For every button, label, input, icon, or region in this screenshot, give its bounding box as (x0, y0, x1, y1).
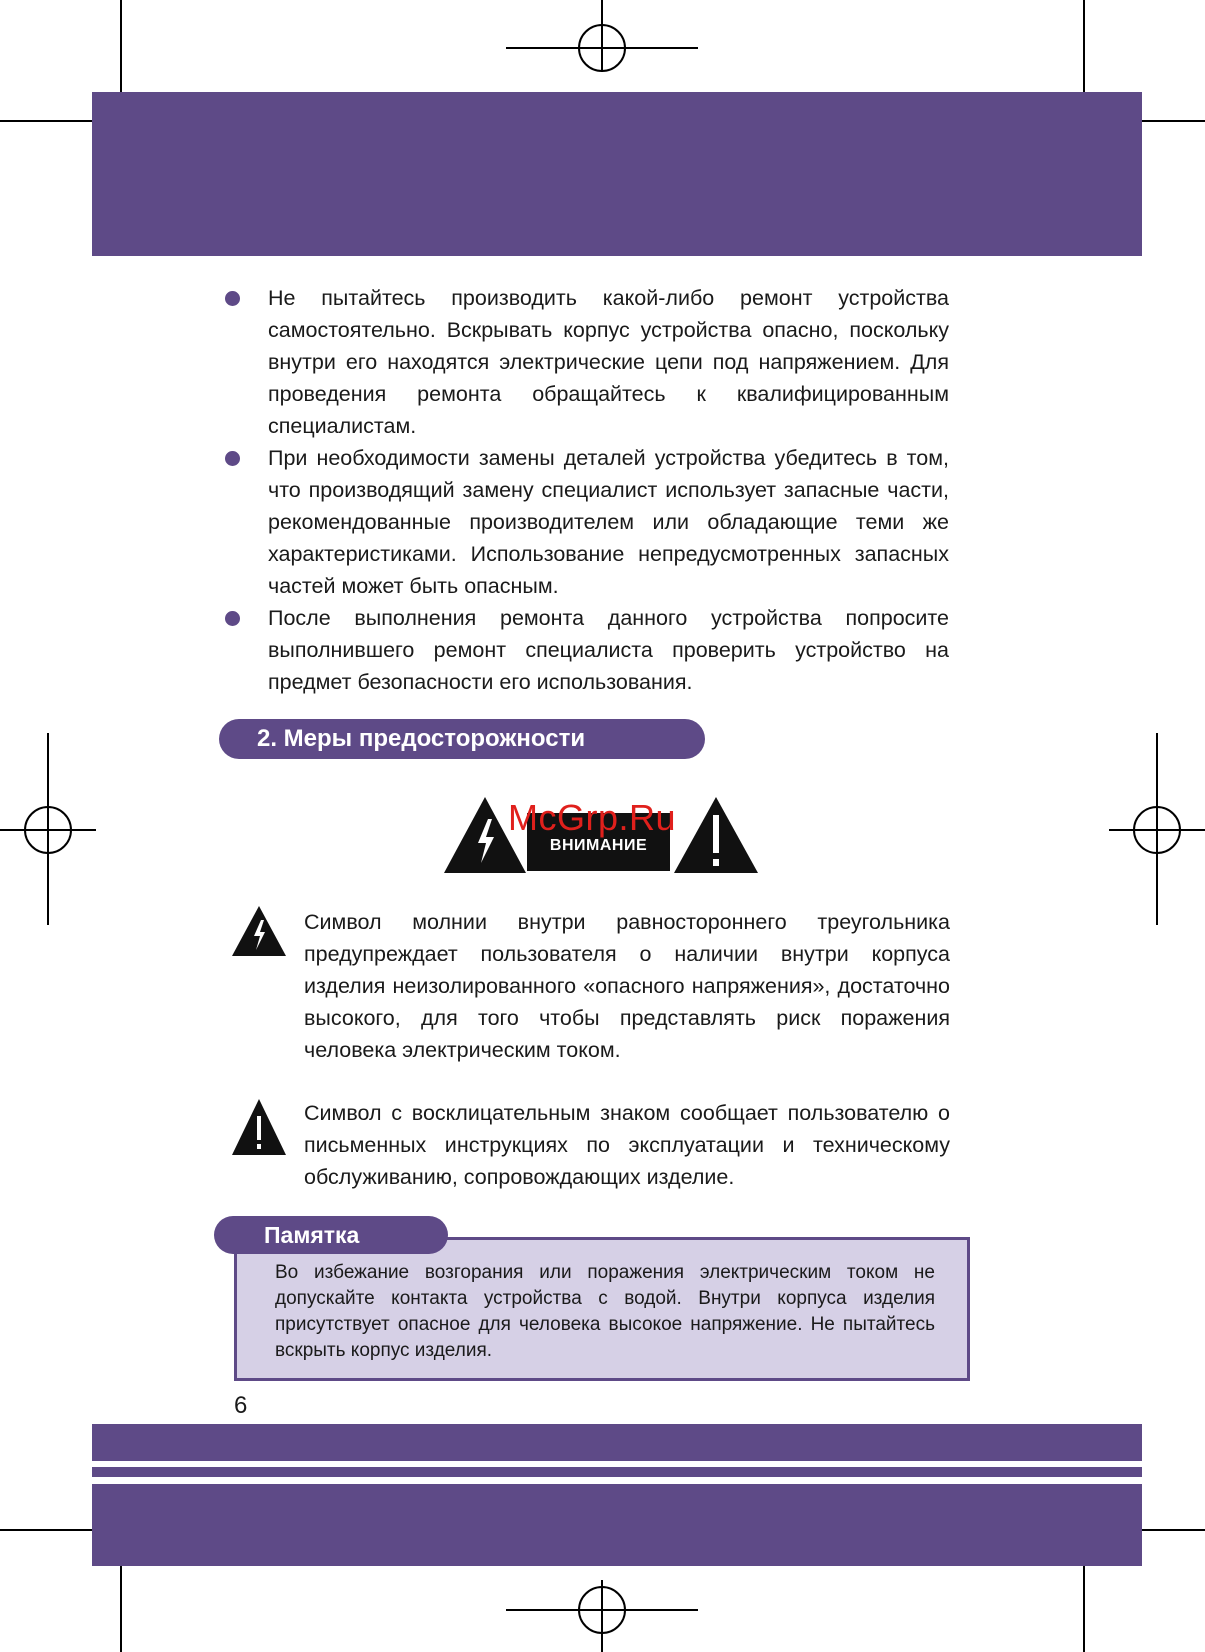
footer-band (92, 1424, 1142, 1461)
bullet-text: При необходимости замены деталей устройства убедитесь в том, что производящий замену специалист использует запасные части, рекомендованные производителем или обладающие теми же характеристиками. Использование непредусмотренных запасных частей может быть опасным. (268, 446, 949, 598)
list-item (225, 282, 949, 442)
exclamation-symbol-block (232, 1097, 950, 1193)
bullet-icon (225, 451, 240, 466)
page-number: 6 (234, 1392, 248, 1419)
list-item (225, 602, 949, 698)
list-item (225, 442, 949, 602)
bullet-text: Не пытайтесь производить какой-либо ремонт устройства самостоятельно. Вскрывать корпус устройства опасно, поскольку внутри его находятся электрические цепи под напряжением. Для проведения ремонта обращайтесь к квалифицированным специалистам. (268, 286, 949, 438)
bullet-text: После выполнения ремонта данного устройства попросите выполнившего ремонт специалиста проверить устройство на предмет безопасности его использования. (268, 606, 949, 694)
lightning-symbol-text: Символ молнии внутри равностороннего треугольника предупреждает пользователя о наличии внутри корпуса изделия неизолированного «опасного напряжения», достаточно высокого, для того чтобы представлять риск поражения человека электрическим током. (304, 910, 950, 1062)
exclamation-triangle-icon (674, 797, 758, 873)
footer-stripe (92, 1467, 1142, 1477)
memo-title: Памятка (214, 1216, 448, 1254)
warning-label: ВНИМАНИЕ (527, 813, 670, 871)
watermark-logo: McGrp.Ru (508, 797, 677, 838)
bullet-list (225, 282, 949, 698)
bullet-icon (225, 611, 240, 626)
lightning-symbol-block (232, 906, 950, 1066)
header-band (92, 92, 1142, 256)
memo-box (234, 1237, 970, 1381)
exclamation-symbol-text: Символ с восклицательным знаком сообщает пользователю о письменных инструкциях по эксплуатации и техническому обслуживанию, сопровождающих изделие. (304, 1101, 950, 1189)
bullet-icon (225, 291, 240, 306)
footer-band (92, 1484, 1142, 1566)
memo-text: Во избежание возгорания или поражения электрическим током не допускайте контакта устройства с водой. Внутри корпуса изделия присутствует опасное для человека высокое напряжение. Не пытайтесь вскрыть корпус изделия. (275, 1262, 935, 1361)
warning-symbol-row (444, 797, 758, 877)
exclamation-triangle-icon (232, 1099, 286, 1155)
section-heading: 2. Меры предосторожности (219, 719, 705, 759)
lightning-triangle-icon (232, 906, 286, 956)
